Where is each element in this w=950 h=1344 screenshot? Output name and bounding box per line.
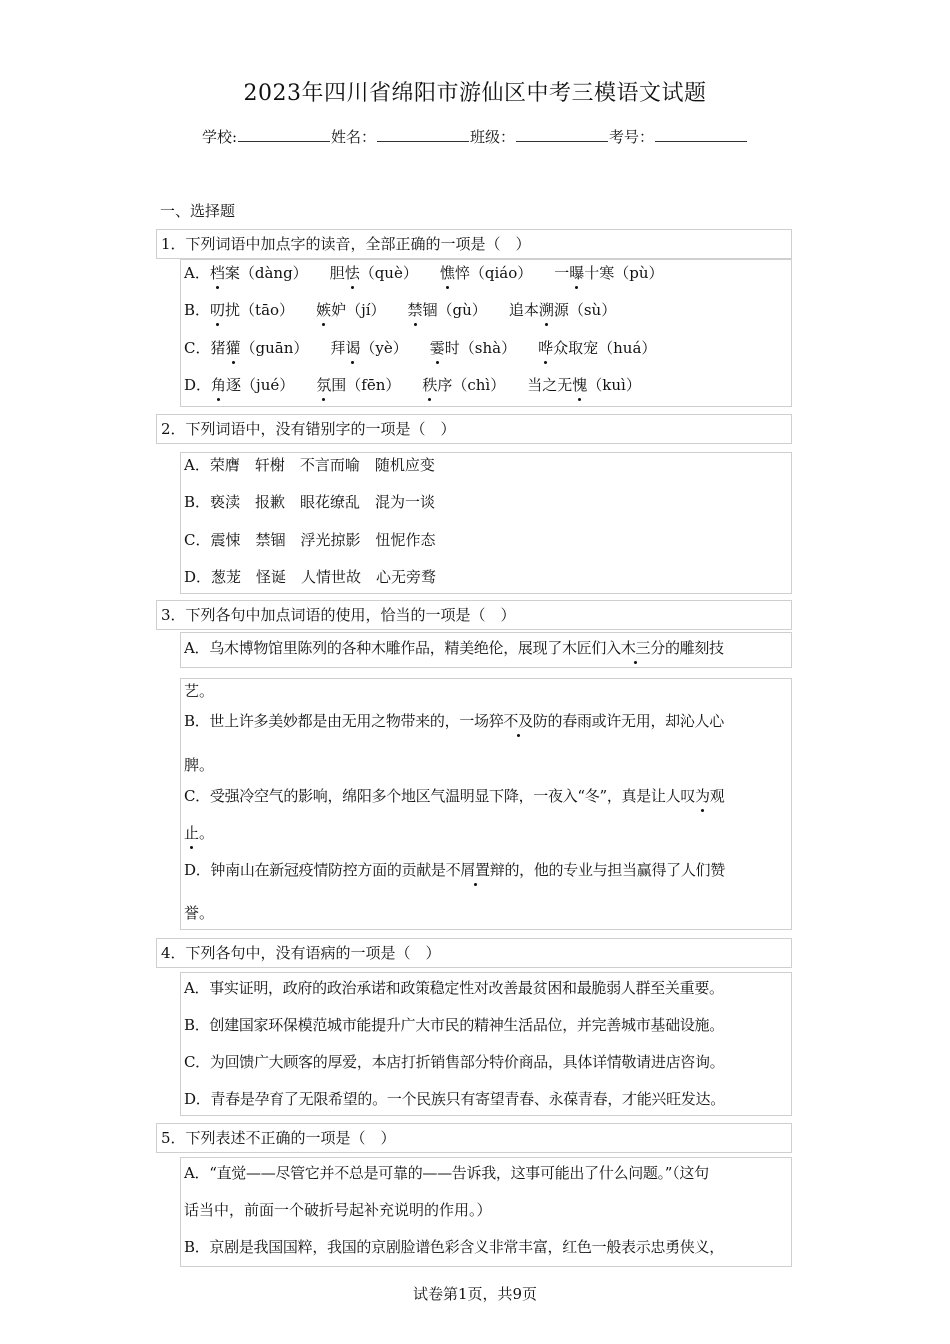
q4-option-a[interactable]: A．事实证明，政府的政治承诺和政策稳定性对改善最贫困和最脆弱人群至关重要。 bbox=[184, 979, 724, 997]
section-heading: 一、选择题 bbox=[160, 202, 236, 220]
name-label: 姓名： bbox=[331, 128, 377, 146]
q2-option-b[interactable]: B．亵渎 报歉 眼花缭乱 混为一谈 bbox=[184, 493, 436, 511]
q3-option-b-line2: 脾。 bbox=[184, 756, 215, 774]
q3-option-d-line2: 誉。 bbox=[184, 904, 215, 922]
student-info-line bbox=[0, 126, 950, 147]
q1-option-c[interactable]: C．猪獾（guān） 拜谒（yè） 霎时（shà） 哗众取宠（huá） bbox=[184, 339, 657, 357]
number-blank[interactable] bbox=[655, 127, 747, 142]
class-label: 班级： bbox=[470, 128, 516, 146]
question-4-stem: 4．下列各句中，没有语病的一项是（ ） bbox=[156, 938, 792, 968]
question-5-stem: 5．下列表述不正确的一项是（ ） bbox=[156, 1123, 792, 1153]
q4-option-b[interactable]: B．创建国家环保模范城市能提升广大市民的精神生活品位，并完善城市基础设施。 bbox=[184, 1016, 724, 1034]
number-label: 考号： bbox=[609, 128, 655, 146]
question-3-stem: 3．下列各句中加点词语的使用，恰当的一项是（ ） bbox=[156, 600, 792, 630]
class-blank[interactable] bbox=[516, 127, 608, 142]
q5-option-a-line2: 话当中，前面一个破折号起补充说明的作用。） bbox=[184, 1201, 492, 1219]
q2-option-a[interactable]: A．荣膺 轩榭 不言而喻 随机应变 bbox=[184, 456, 435, 474]
question-1-stem: 1．下列词语中加点字的读音，全部正确的一项是（ ） bbox=[156, 229, 792, 259]
school-blank[interactable] bbox=[238, 127, 330, 142]
page-footer: 试卷第1页，共9页 bbox=[412, 1285, 538, 1303]
q3-b-dotted-phrase: 猝不及防 bbox=[488, 712, 548, 730]
q1-option-d[interactable]: D．角逐（jué） 氛围（fēn） 秩序（chì） 当之无愧（kuì） bbox=[184, 376, 641, 394]
q2-option-c[interactable]: C．震悚 禁锢 浮光掠影 忸怩作态 bbox=[184, 531, 436, 549]
q3-option-c-line2: 止。 bbox=[184, 824, 215, 842]
q4-option-d[interactable]: D．青春是孕育了无限希望的。一个民族只有寄望青春、永葆青春，才能兴旺发达。 bbox=[184, 1090, 725, 1108]
q1-option-b[interactable]: B．叨扰（tāo） 嫉妒（jí） 禁锢（gù） 追本溯源（sù） bbox=[184, 301, 617, 319]
q3-c-dotted-phrase: 叹为观 bbox=[680, 787, 725, 805]
q3-d-dotted-phrase: 不屑置辩 bbox=[445, 861, 505, 879]
q4-option-c[interactable]: C．为回馈广大顾客的厚爱，本店打折销售部分特价商品，具体详情敬请进店咨询。 bbox=[184, 1053, 725, 1071]
q5-option-a-line1[interactable]: A．“直觉——尽管它并不总是可靠的——告诉我，这事可能出了什么问题。”（这句 bbox=[184, 1164, 709, 1182]
q3-option-a-line1[interactable]: A．乌木博物馆里陈列的各种木雕作品，精美绝伦，展现了木匠们入木三分的雕刻技 bbox=[184, 639, 724, 657]
q5-option-b-line1[interactable]: B．京剧是我国国粹，我国的京剧脸谱色彩含义非常丰富，红色一般表示忠勇侠义， bbox=[184, 1238, 724, 1256]
q1-option-a[interactable]: A．档案（dàng） 胆怯（què） 憔悴（qiáo） 一曝十寒（pù） bbox=[184, 264, 664, 282]
q3-option-a-line2: 艺。 bbox=[184, 682, 215, 700]
name-blank[interactable] bbox=[377, 127, 469, 142]
question-2-stem: 2．下列词语中，没有错别字的一项是（ ） bbox=[156, 414, 792, 444]
school-label: 学校: bbox=[201, 128, 237, 146]
q2-option-d[interactable]: D．葱茏 怪诞 人情世故 心无旁骛 bbox=[184, 568, 437, 586]
q3-option-c-line1[interactable]: C．受强冷空气的影响，绵阳多个地区气温明显下降，一夜入“冬”，真是让人叹为观 bbox=[184, 787, 725, 805]
q3-a-dotted-phrase: 入木三分 bbox=[606, 639, 665, 657]
page-title: 2023年四川省绵阳市游仙区中考三模语文试题 bbox=[243, 81, 707, 106]
q3-option-d-line1[interactable]: D．钟南山在新冠疫情防控方面的贡献是不屑置辩的，他的专业与担当赢得了人们赞 bbox=[184, 861, 725, 879]
q3-option-b-line1[interactable]: B．世上许多美妙都是由无用之物带来的，一场猝不及防的春雨或许无用，却沁人心 bbox=[184, 712, 724, 730]
